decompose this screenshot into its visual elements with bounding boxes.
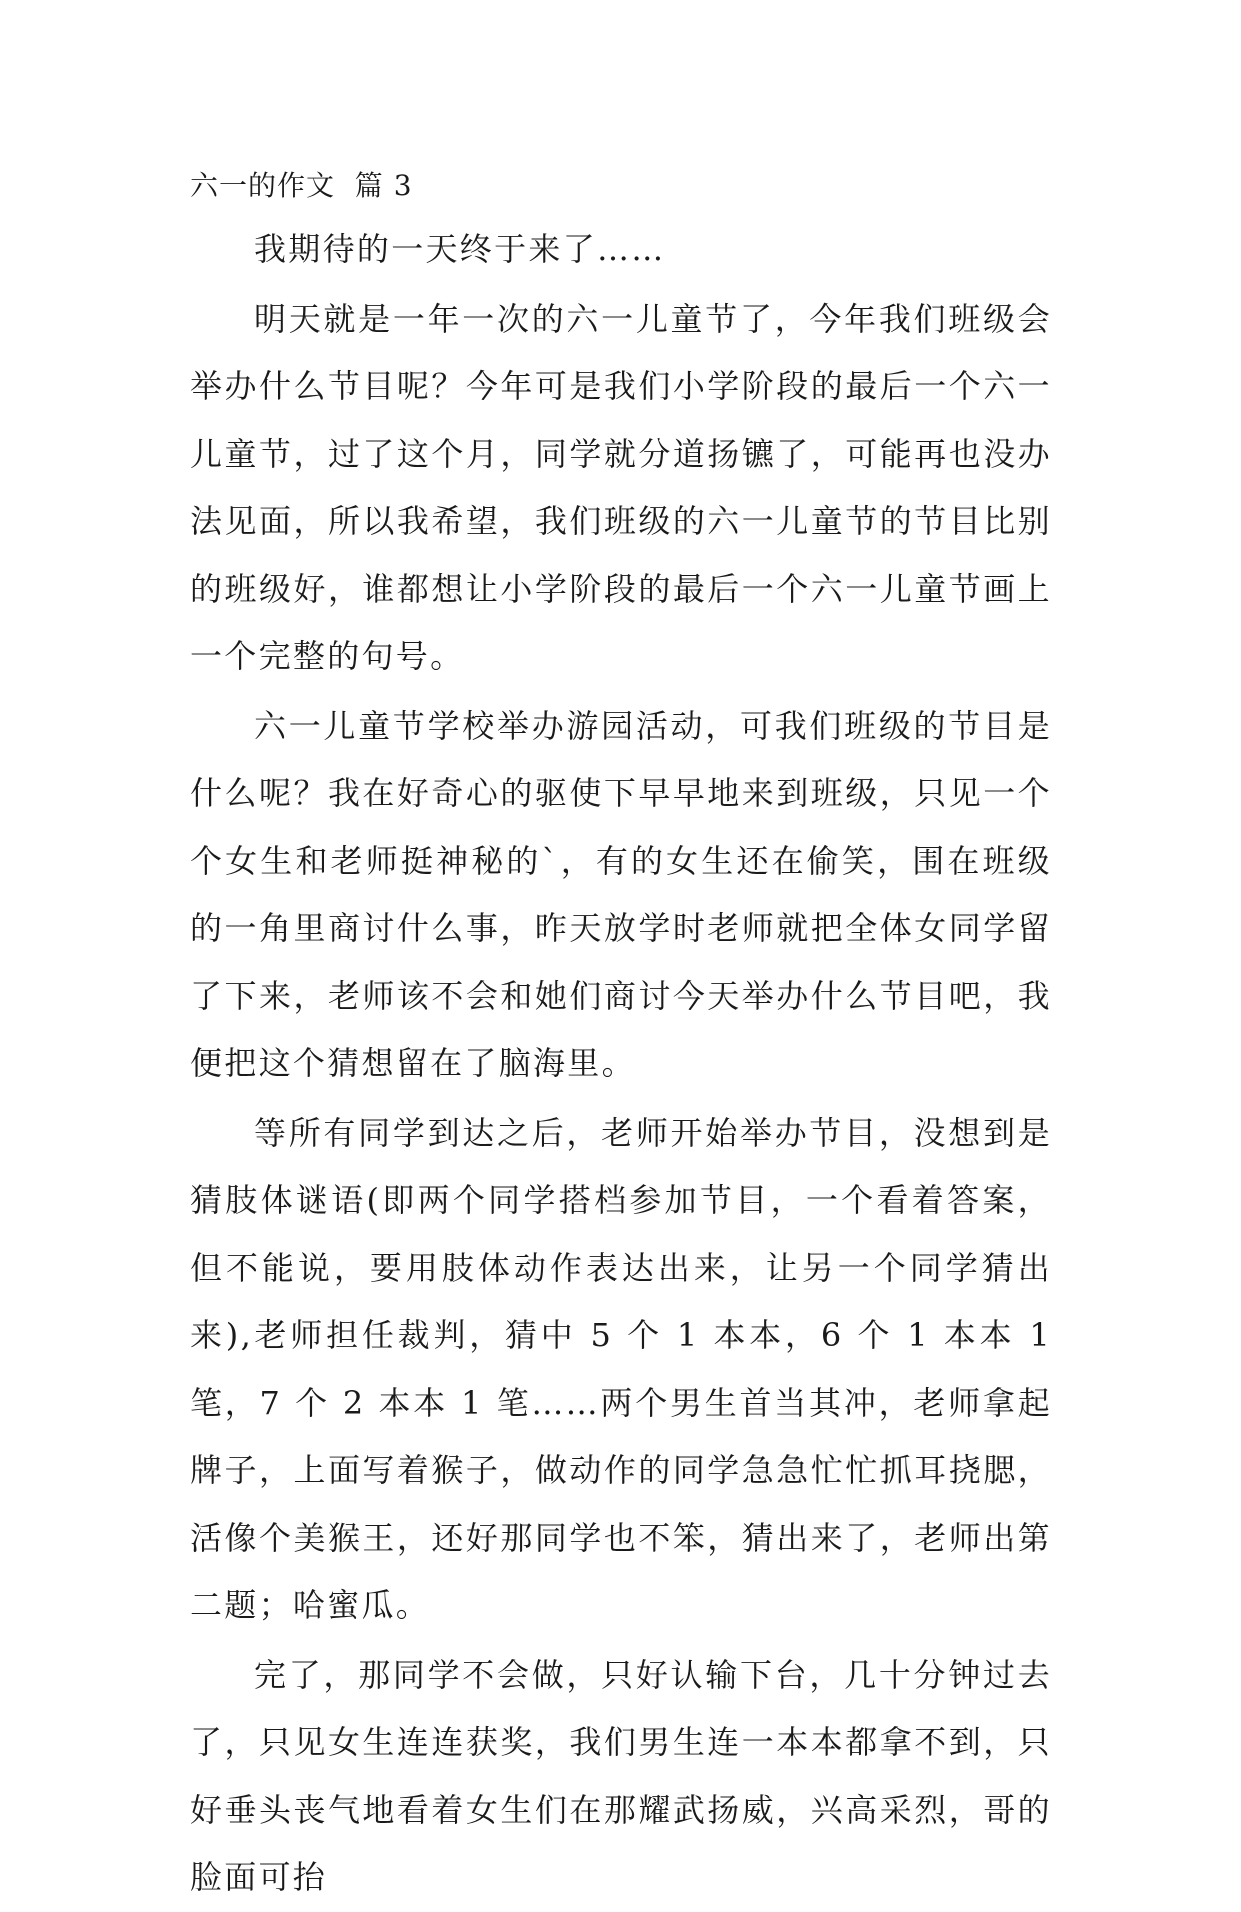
paragraph-4: 等所有同学到达之后，老师开始举办节目，没想到是猜肢体谜语(即两个同学搭档参加节目，一个看着答案，但不能说，要用肢体动作表达出来，让另一个同学猜出来),老师担任裁判，猜中 5 个 1 本本，6 个 1 本本 1 笔，7 个 2 本本 1 笔……两个男生首当其冲，老师拿起牌子，上面写着猴子，做动作的同学急急忙忙抓耳挠腮，活像个美猴王，还好那同学也不笨，猜出来了，老师出第二题；哈蜜瓜。 bbox=[190, 1113, 1052, 1624]
paragraph-3: 六一儿童节学校举办游园活动，可我们班级的节目是什么呢？我在好奇心的驱使下早早地来到班级，只见一个个女生和老师挺神秘的`，有的女生还在偷笑，围在班级的一角里商讨什么事，昨天放学时老师就把全体女同学留了下来，老师该不会和她们商讨今天举办什么节目吧，我便把这个猜想留在了脑海里。 bbox=[190, 706, 1052, 1082]
document-page bbox=[190, 158, 1052, 1912]
paragraph-2: 明天就是一年一次的六一儿童节了，今年我们班级会举办什么节目呢？今年可是我们小学阶段的最后一个六一儿童节，过了这个月，同学就分道扬镳了，可能再也没办法见面，所以我希望，我们班级的六一儿童节的节目比别的班级好，谁都想让小学阶段的最后一个六一儿童节画上一个完整的句号。 bbox=[190, 299, 1052, 675]
paragraph-5: 完了，那同学不会做，只好认输下台，几十分钟过去了，只见女生连连获奖，我们男生连一本本都拿不到，只好垂头丧气地看着女生们在那耀武扬威，兴高采烈，哥的脸面可抬 bbox=[190, 1655, 1052, 1896]
paragraph-1: 我期待的一天终于来了…… bbox=[254, 230, 666, 268]
document-title: 六一的作文 篇 3 bbox=[190, 169, 413, 202]
